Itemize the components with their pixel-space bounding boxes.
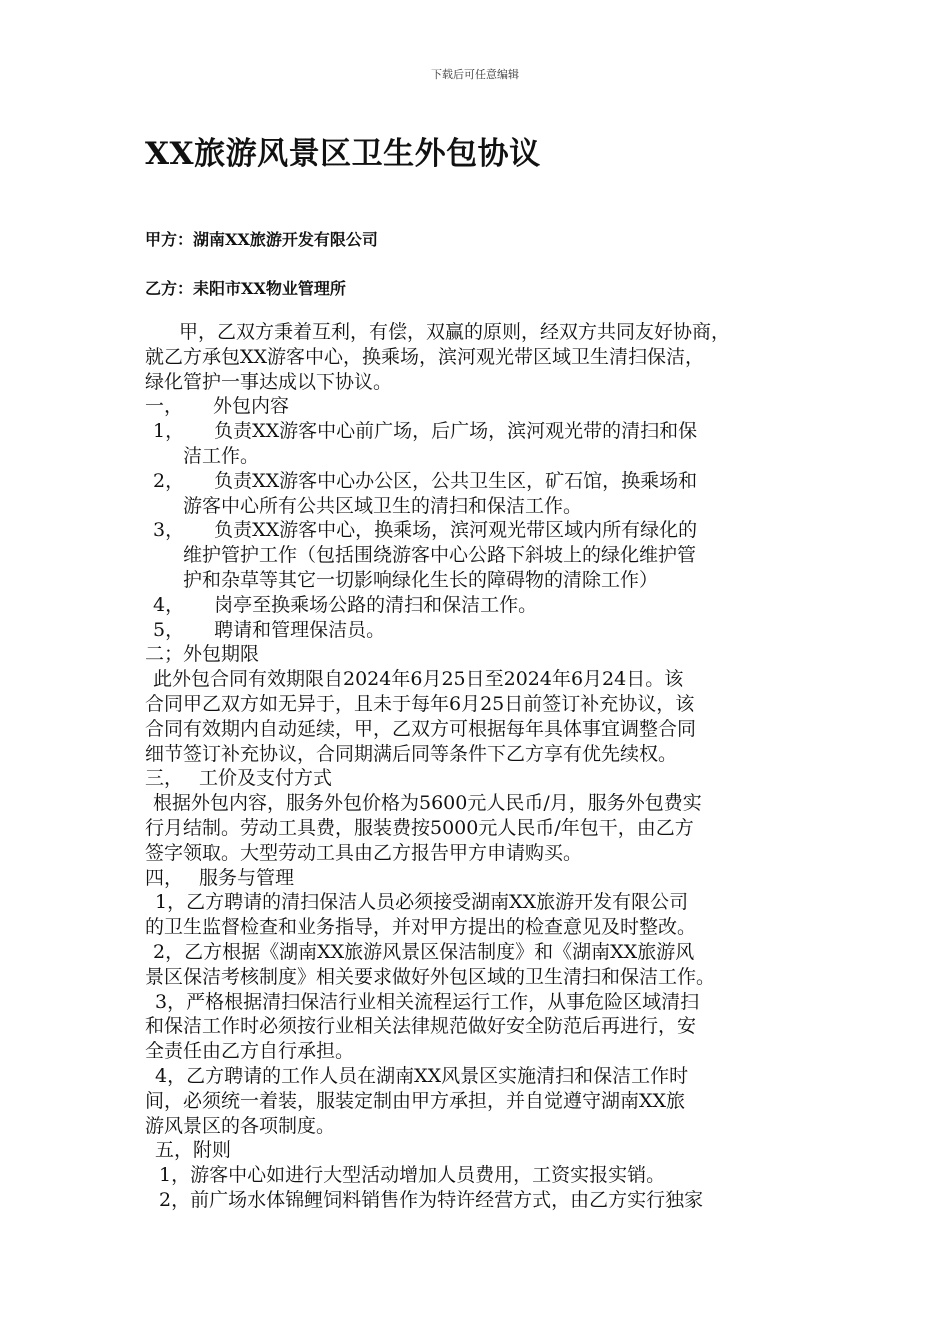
item-continuation: 游客中心所有公共区域卫生的清扫和保洁工作。	[183, 494, 583, 517]
clause-line: 景区保洁考核制度》相关要求做好外包区域的卫生清扫和保洁工作。	[145, 965, 716, 988]
clause-line: 1，乙方聘请的清扫保洁人员必须接受湖南XX旅游开发有限公司	[155, 891, 689, 914]
item-number: 4，	[153, 593, 185, 616]
list-item	[145, 618, 815, 643]
party-a: 甲方：湖南XX旅游开发有限公司	[145, 230, 378, 249]
item-text: 聘请和管理保洁员。	[214, 618, 386, 641]
section-heading	[145, 766, 815, 791]
item-continuation: 护和杂草等其它一切影响绿化生长的障碍物的清除工作）	[183, 568, 659, 591]
item-text: 负责XX游客中心前广场，后广场，滨河观光带的清扫和保	[214, 420, 698, 443]
item-number: 1，	[153, 420, 185, 443]
item-number: 3，	[153, 519, 185, 542]
section-heading	[145, 394, 815, 419]
clause-line: 3，严格根据清扫保洁行业相关流程运行工作，从事危险区域清扫	[155, 990, 700, 1013]
intro-line: 就乙方承包XX游客中心，换乘场，滨河观光带区域卫生清扫保洁，	[145, 345, 705, 368]
clause-line: 间，必须统一着装，服装定制由甲方承担，并自觉遵守湖南XX旅	[145, 1089, 686, 1112]
item-number: 2，	[153, 469, 185, 492]
item-text: 负责XX游客中心办公区，公共卫生区，矿石馆，换乘场和	[214, 469, 698, 492]
item-text: 负责XX游客中心，换乘场，滨河观光带区域内所有绿化的	[214, 519, 698, 542]
list-item	[145, 469, 815, 494]
clause-line: 全责任由乙方自行承担。	[145, 1040, 355, 1063]
item-number: 5，	[153, 618, 185, 641]
paragraph-line: 细节签订补充协议，合同期满后同等条件下乙方享有优先续权。	[145, 742, 678, 765]
item-text: 岗亭至换乘场公路的清扫和保洁工作。	[214, 593, 538, 616]
party-b: 乙方：耒阳市XX物业管理所	[145, 279, 346, 298]
clause-line: 2，乙方根据《湖南XX旅游风景区保洁制度》和《湖南XX旅游风	[153, 940, 695, 963]
list-item	[145, 593, 815, 618]
section-heading: 二；外包期限	[145, 643, 260, 666]
intro-line: 甲，乙双方秉着互利，有偿，双赢的原则，经双方共同友好协商，	[179, 321, 731, 343]
section-heading: 五，附则	[155, 1139, 232, 1162]
item-continuation: 洁工作。	[183, 444, 260, 467]
section-heading	[145, 866, 815, 891]
paragraph-line: 根据外包内容，服务外包价格为5600元人民币/月，服务外包费实	[153, 792, 702, 815]
section-number: 三，	[145, 767, 184, 790]
header-note: 下载后可任意编辑	[431, 68, 519, 81]
clause-line: 和保洁工作时必须按行业相关法律规范做好安全防范后再进行，安	[145, 1015, 697, 1038]
clause-line: 游风景区的各项制度。	[145, 1114, 336, 1137]
list-item	[145, 518, 815, 543]
section-number: 四，	[145, 866, 184, 889]
paragraph-line: 此外包合同有效期限自2024年6月25日至2024年6月24日。该	[153, 668, 684, 691]
paragraph-line: 合同有效期内自动延续，甲，乙双方可根据每年具体事宜调整合同	[145, 717, 697, 740]
list-item	[145, 419, 815, 444]
document-title: XX旅游风景区卫生外包协议	[145, 136, 541, 172]
clause-line: 1，游客中心如进行大型活动增加人员费用，工资实报实销。	[159, 1164, 666, 1187]
agreement-body	[145, 320, 815, 1213]
paragraph-line: 合同甲乙双方如无异于，且未于每年6月25日前签订补充协议，该	[145, 692, 695, 715]
item-continuation: 维护管护工作（包括围绕游客中心公路下斜坡上的绿化维护管	[183, 544, 697, 567]
section-title: 服务与管理	[199, 866, 295, 889]
clause-line: 4，乙方聘请的工作人员在湖南XX风景区实施清扫和保洁工作时	[155, 1064, 689, 1087]
section-number: 一，	[145, 395, 184, 418]
paragraph-line: 行月结制。劳动工具费，服装费按5000元人民币/年包干，由乙方	[145, 816, 694, 839]
clause-line: 2，前广场水体锦鲤饲料销售作为特许经营方式，由乙方实行独家	[159, 1188, 704, 1211]
paragraph-line: 签字领取。大型劳动工具由乙方报告甲方申请购买。	[145, 841, 583, 864]
clause-line: 的卫生监督检查和业务指导，并对甲方提出的检查意见及时整改。	[145, 916, 697, 939]
section-title: 工价及支付方式	[199, 767, 333, 790]
section-title: 外包内容	[213, 395, 290, 418]
intro-line: 绿化管护一事达成以下协议。	[145, 370, 393, 393]
